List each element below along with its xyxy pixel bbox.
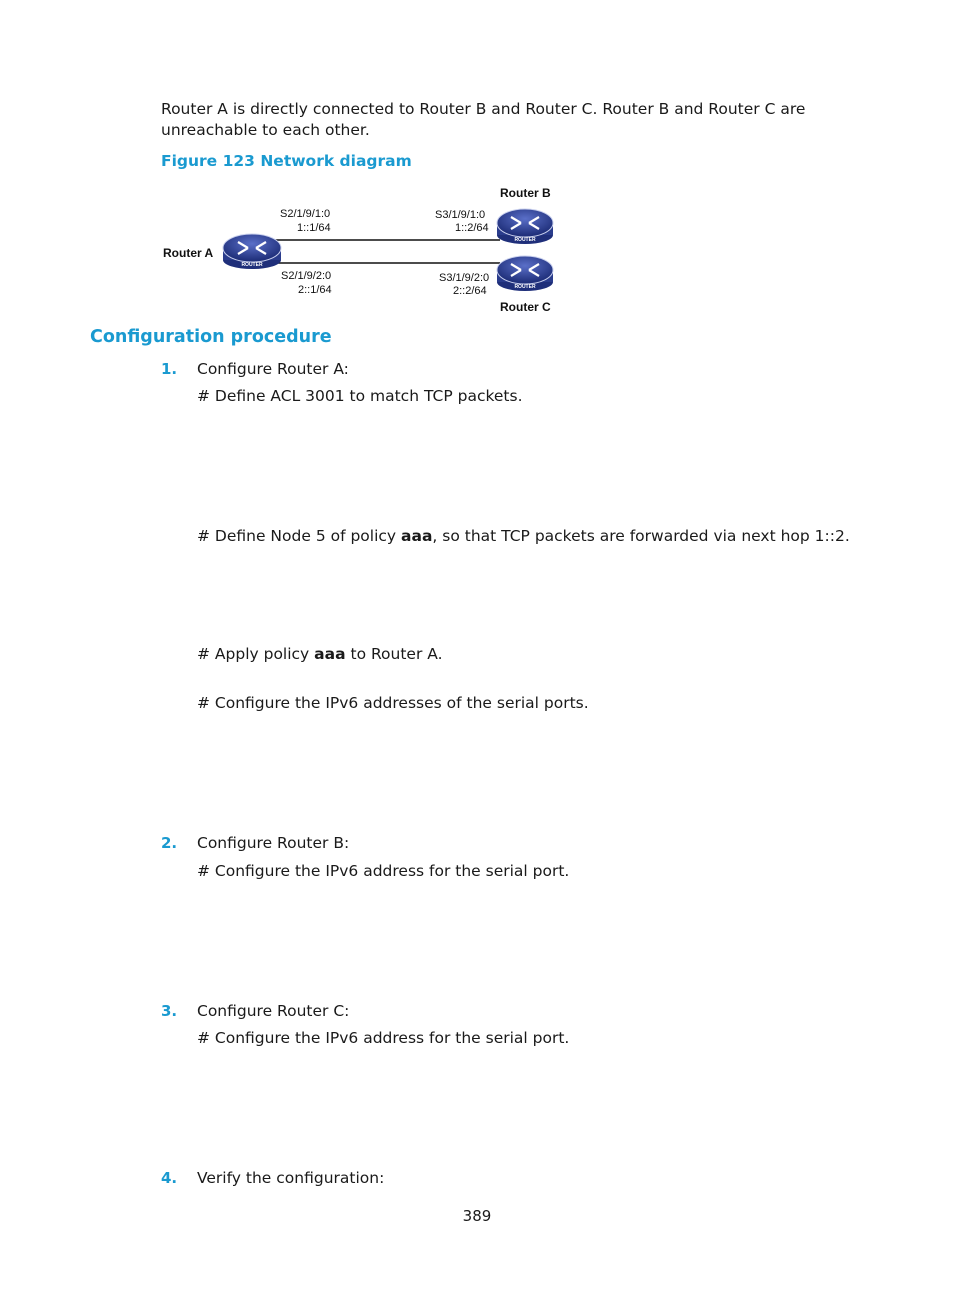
comment-ipv6-a: # Configure the IPv6 addresses of the serial ports.: [197, 694, 589, 712]
step-3-number: 3.: [161, 1002, 178, 1020]
network-diagram: [150, 180, 570, 320]
comment-apply-post: to Router A.: [345, 645, 443, 663]
router-c-badge: ROUTER: [514, 284, 536, 290]
comment-apply: [197, 644, 443, 665]
router-a-icon: [223, 234, 281, 269]
step-4-number: 4.: [161, 1169, 178, 1187]
comment-node-policy: aaa: [401, 527, 433, 545]
page-number: 389: [462, 1207, 492, 1225]
comment-node-post: , so that TCP packets are forwarded via next hop 1::2.: [432, 527, 850, 545]
comment-apply-policy: aaa: [314, 645, 346, 663]
step-1-number: 1.: [161, 360, 178, 378]
comment-apply-pre: # Apply policy: [197, 645, 315, 663]
a-port2-label: S2/1/9/2:0: [281, 270, 332, 282]
intro-paragraph: Router A is directly connected to Router B and Router C. Router B and Router C are unreachable to each other.: [161, 100, 806, 139]
c-port-label: S3/1/9/2:0: [439, 272, 490, 284]
a-port1-label: S2/1/9/1:0: [280, 208, 331, 220]
step-4-label: Verify the configuration:: [197, 1169, 385, 1187]
router-a-label: Router A: [163, 246, 214, 260]
a-addr1-label: 1::1/64: [297, 222, 331, 234]
comment-acl: # Define ACL 3001 to match TCP packets.: [197, 387, 523, 405]
router-c-label: Router C: [500, 300, 551, 314]
step-2-number: 2.: [161, 834, 178, 852]
router-b-badge: ROUTER: [514, 237, 536, 243]
a-addr2-label: 2::1/64: [298, 284, 332, 296]
step-3-label: Configure Router C:: [197, 1002, 350, 1020]
comment-node: [197, 526, 850, 547]
b-addr-label: 1::2/64: [455, 222, 489, 234]
comment-node-pre: # Define Node 5 of policy: [197, 527, 402, 545]
figure-title: Figure 123 Network diagram: [161, 152, 412, 170]
c-addr-label: 2::2/64: [453, 285, 487, 297]
step-2-label: Configure Router B:: [197, 834, 350, 852]
router-b-icon: [497, 209, 553, 244]
step-1-label: Configure Router A:: [197, 360, 349, 378]
router-c-icon: [497, 256, 553, 291]
router-a-badge: ROUTER: [241, 262, 263, 268]
comment-ipv6-c: # Configure the IPv6 address for the serial port.: [197, 1029, 570, 1047]
comment-ipv6-b: # Configure the IPv6 address for the serial port.: [197, 862, 570, 880]
b-port-label: S3/1/9/1:0: [435, 209, 486, 221]
section-title: Configuration procedure: [90, 327, 332, 347]
router-b-label: Router B: [500, 186, 551, 200]
